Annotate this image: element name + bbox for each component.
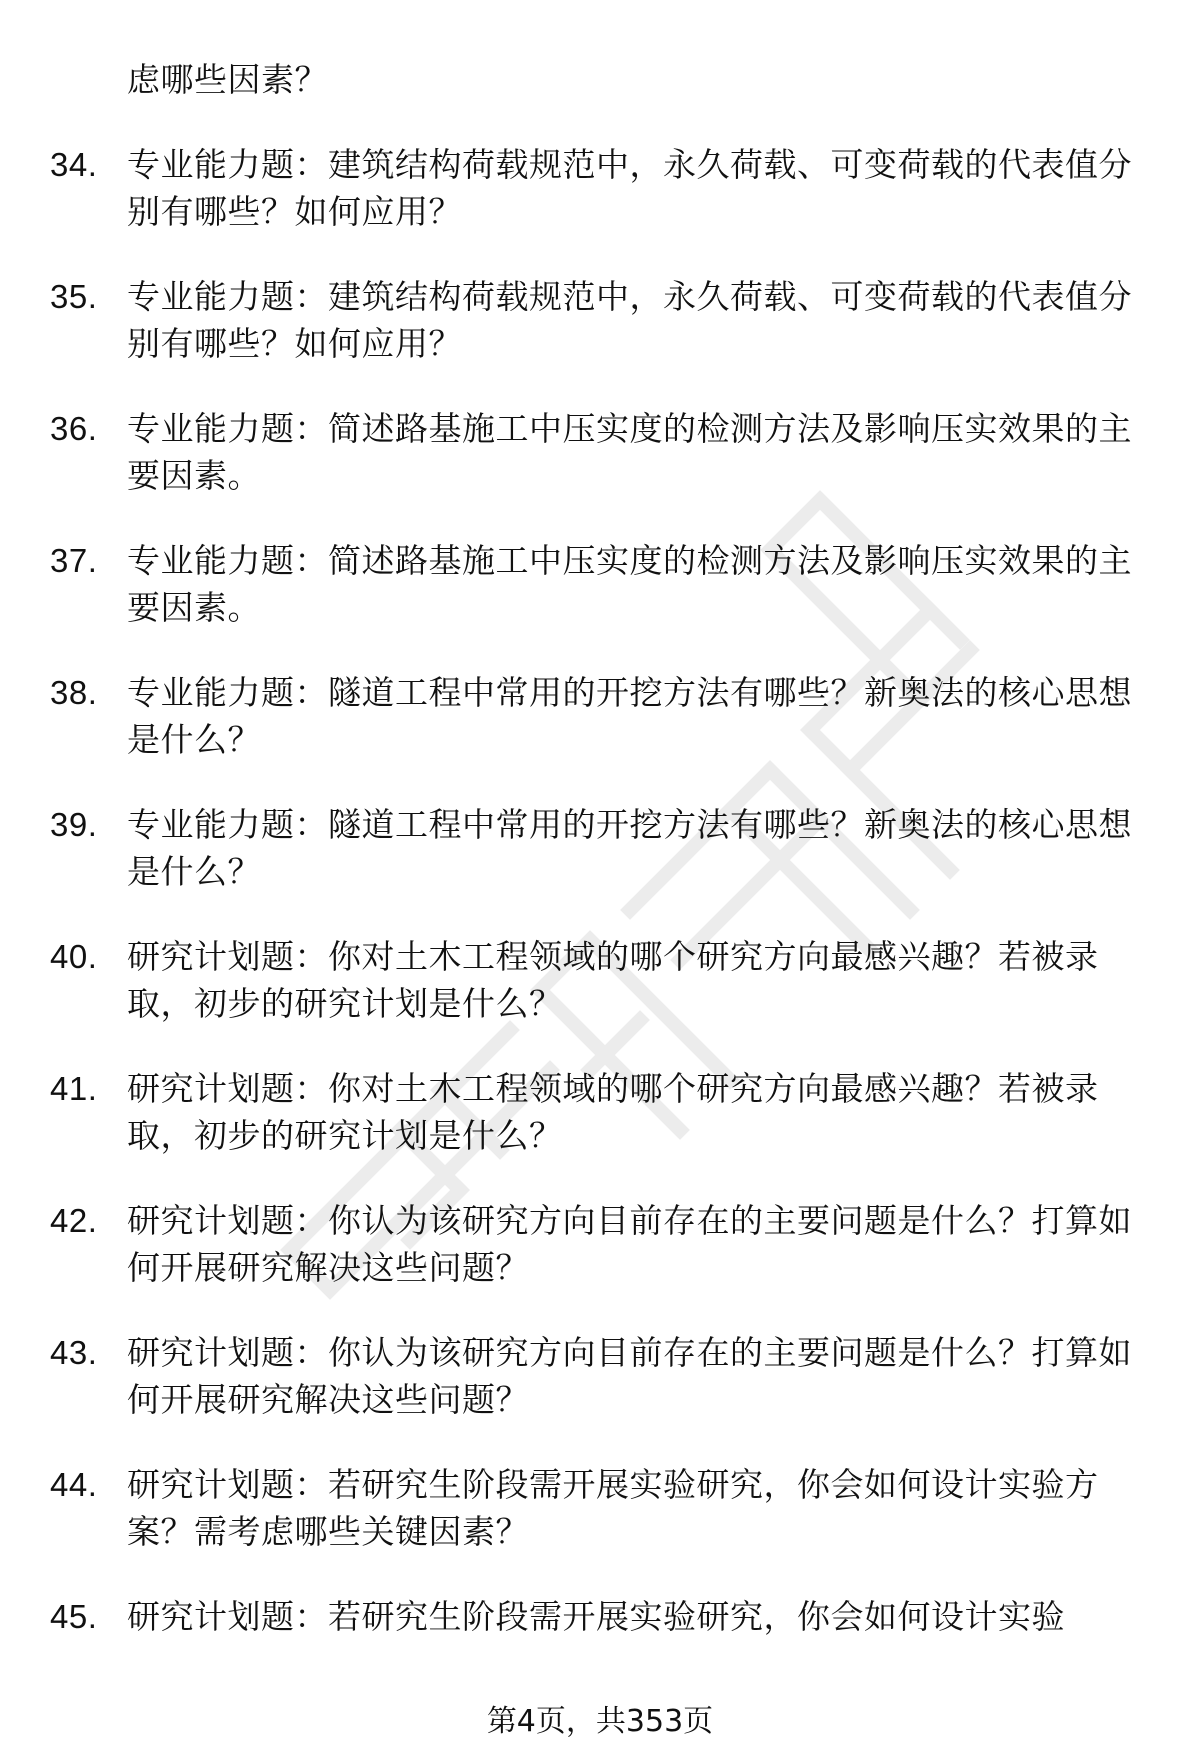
question-number: 35. — [50, 278, 98, 315]
list-item — [50, 1065, 1140, 1159]
question-text: 专业能力题：隧道工程中常用的开挖方法有哪些？新奥法的核心思想是什么？ — [127, 673, 1132, 759]
question-number: 36. — [50, 410, 98, 447]
question-list — [50, 141, 1140, 1678]
question-text: 专业能力题：隧道工程中常用的开挖方法有哪些？新奥法的核心思想是什么？ — [127, 805, 1132, 891]
list-item — [50, 1329, 1140, 1423]
question-number: 42. — [50, 1202, 98, 1239]
question-number: 39. — [50, 806, 98, 843]
question-text: 研究计划题：若研究生阶段需开展实验研究，你会如何设计实验 — [127, 1597, 1065, 1636]
question-number: 38. — [50, 674, 98, 711]
question-number: 45. — [50, 1598, 98, 1635]
question-text: 研究计划题：你认为该研究方向目前存在的主要问题是什么？打算如何开展研究解决这些问题？ — [127, 1333, 1132, 1419]
list-item — [50, 273, 1140, 367]
list-item — [50, 1461, 1140, 1555]
question-number: 41. — [50, 1070, 98, 1107]
question-text: 专业能力题：建筑结构荷载规范中，永久荷载、可变荷载的代表值分别有哪些？如何应用？ — [127, 277, 1132, 363]
question-text: 专业能力题：简述路基施工中压实度的检测方法及影响压实效果的主要因素。 — [127, 541, 1132, 627]
continuation-text: 虑哪些因素？ — [127, 60, 328, 99]
question-number: 34. — [50, 146, 98, 183]
list-item — [50, 537, 1140, 631]
list-item — [50, 1197, 1140, 1291]
question-number: 44. — [50, 1466, 98, 1503]
question-text: 研究计划题：你对土木工程领域的哪个研究方向最感兴趣？若被录取，初步的研究计划是什么？ — [127, 937, 1099, 1023]
list-item — [50, 141, 1140, 235]
page-number-footer: 第4页，共353页 — [486, 1704, 714, 1739]
question-text: 专业能力题：简述路基施工中压实度的检测方法及影响压实效果的主要因素。 — [127, 409, 1132, 495]
list-item — [50, 405, 1140, 499]
list-item — [50, 1593, 1140, 1640]
list-item — [50, 801, 1140, 895]
list-item — [50, 933, 1140, 1027]
list-item — [50, 669, 1140, 763]
question-number: 40. — [50, 938, 98, 975]
question-text: 研究计划题：你对土木工程领域的哪个研究方向最感兴趣？若被录取，初步的研究计划是什么？ — [127, 1069, 1099, 1155]
question-number: 37. — [50, 542, 98, 579]
question-number: 43. — [50, 1334, 98, 1371]
question-text: 研究计划题：你认为该研究方向目前存在的主要问题是什么？打算如何开展研究解决这些问题？ — [127, 1201, 1132, 1287]
question-text: 专业能力题：建筑结构荷载规范中，永久荷载、可变荷载的代表值分别有哪些？如何应用？ — [127, 145, 1132, 231]
question-text: 研究计划题：若研究生阶段需开展实验研究，你会如何设计实验方案？需考虑哪些关键因素？ — [127, 1465, 1099, 1551]
